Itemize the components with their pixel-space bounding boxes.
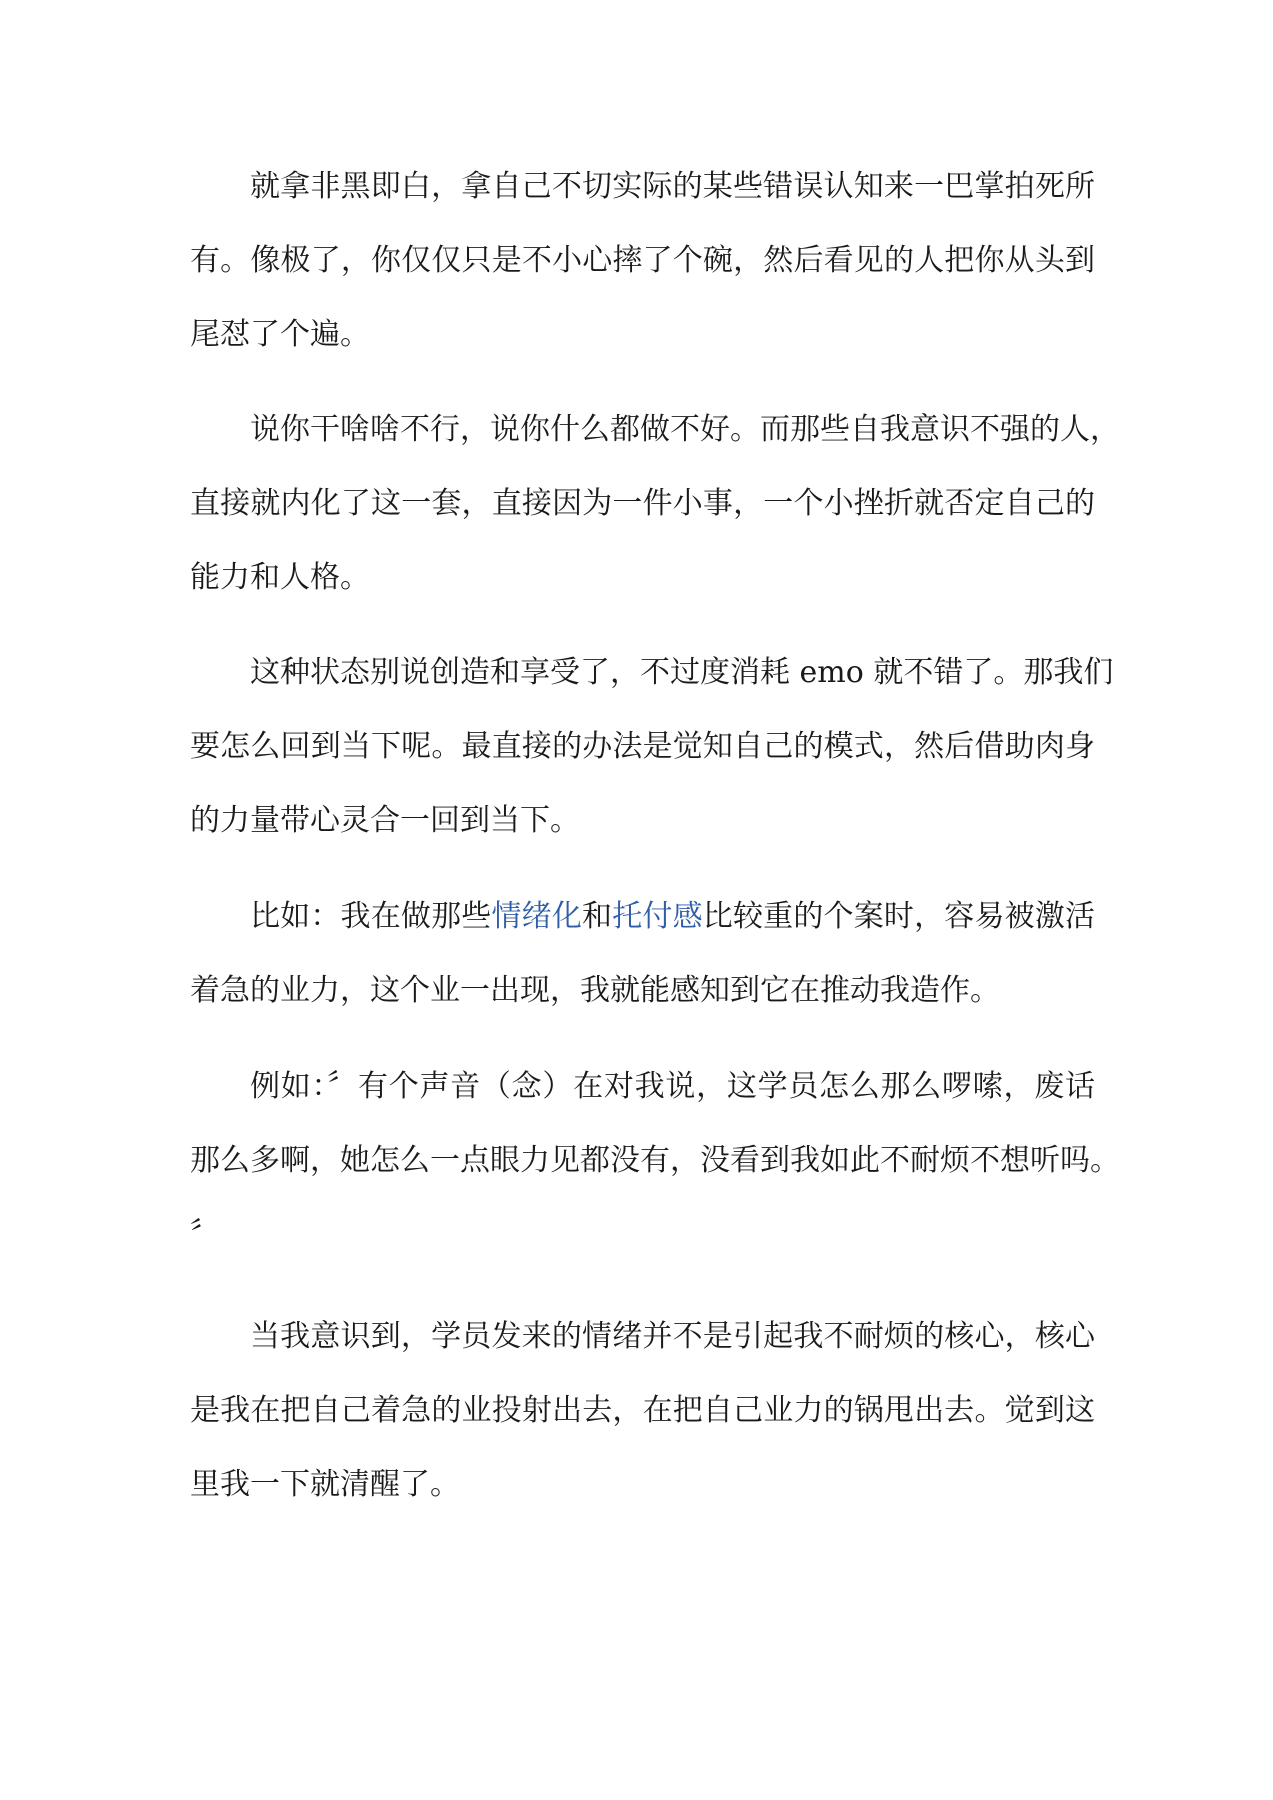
paragraph-line: 那么多啊，她怎么一点眼力见都没有，没看到我如此不耐烦不想听吗。 — [190, 1143, 1120, 1178]
text-run: 比较重的个案时，容易被激活 — [702, 899, 1096, 934]
paragraph-line — [190, 880, 1095, 954]
paragraph-3 — [190, 636, 1114, 858]
text-run: 和 — [582, 899, 613, 934]
paragraph-6 — [190, 1300, 1095, 1522]
paragraph-line: 有。像极了，你仅仅只是不小心摔了个碗，然后看见的人把你从头到 — [190, 243, 1095, 278]
paragraph-4 — [190, 880, 1095, 1028]
paragraph-line: 要怎么回到当下呢。最直接的办法是觉知自己的模式，然后借助肉身 — [190, 729, 1095, 764]
paragraph-line: 着急的业力，这个业一出现，我就能感知到它在推动我造作。 — [190, 973, 1000, 1008]
keyword-link-sense-of-entrustment[interactable]: 托付感 — [612, 899, 703, 934]
paragraph-2 — [190, 393, 1120, 615]
keyword-link-emotionalization[interactable]: 情绪化 — [491, 899, 583, 934]
text-run: 比如：我在做那些 — [250, 899, 492, 934]
paragraph-line: 能力和人格。 — [190, 560, 370, 595]
paragraph-line: 当我意识到，学员发来的情绪并不是引起我不耐烦的核心，核心 — [250, 1319, 1095, 1354]
paragraph-5 — [190, 1050, 1120, 1272]
paragraph-line: 这种状态别说创造和享受了，不过度消耗 emo 就不错了。那我们 — [250, 655, 1114, 690]
paragraph-line: 〞 — [190, 1217, 220, 1252]
paragraph-line: 尾怼了个遍。 — [190, 317, 370, 352]
paragraph-line: 里我一下就清醒了。 — [190, 1467, 460, 1502]
paragraph-line: 例如：〞有个声音（念）在对我说，这学员怎么那么啰嗦，废话 — [250, 1069, 1095, 1104]
paragraph-line: 直接就内化了这一套，直接因为一件小事，一个小挫折就否定自己的 — [190, 486, 1095, 521]
paragraph-line: 说你干啥啥不行，说你什么都做不好。而那些自我意识不强的人， — [250, 412, 1120, 447]
paragraph-line: 是我在把自己着急的业投射出去，在把自己业力的锅甩出去。觉到这 — [190, 1393, 1095, 1428]
paragraph-1 — [190, 150, 1095, 372]
paragraph-line: 就拿非黑即白，拿自己不切实际的某些错误认知来一巴掌拍死所 — [250, 169, 1095, 204]
paragraph-line: 的力量带心灵合一回到当下。 — [190, 803, 580, 838]
